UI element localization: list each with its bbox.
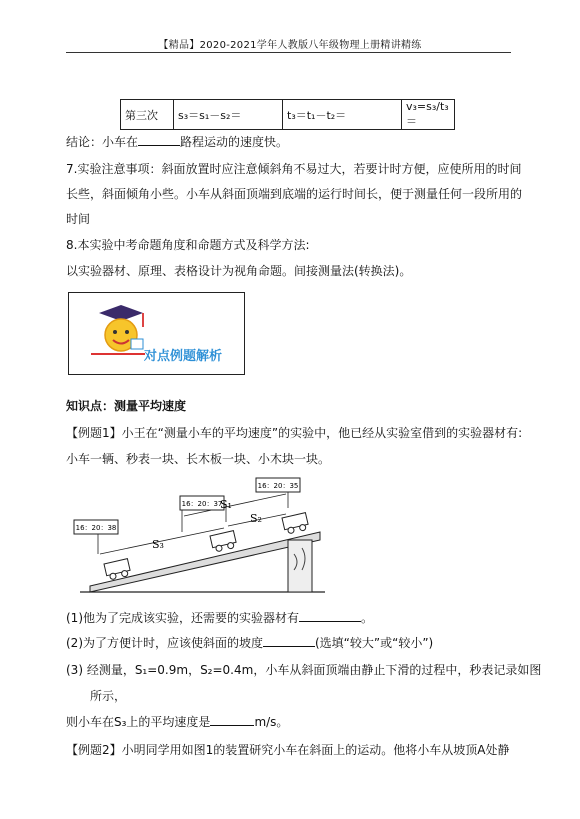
cart-top [282,513,309,535]
v3-cell: v₃=s₃/t₃＝ [402,100,455,130]
knowledge-point: 知识点：测量平均速度 [66,399,187,413]
conclusion-text-a: 结论：小车在 [66,135,139,149]
mascot-icon [91,299,151,359]
header-rule [66,52,511,53]
section-banner [68,292,245,375]
measurement-table [120,99,455,130]
question3-unit: m/s。 [254,715,289,729]
question3-line3 [66,713,512,731]
question3-line1: (3) 经测量，S₁=0.9m，S₂=0.4m，小车从斜面顶端由静止下滑的过程中，秒表记录如图 [66,663,542,677]
cart-middle [210,531,237,553]
question2-hint: (选填“较大”或“较小”) [315,636,434,650]
t3-cell: t₃＝t₁－t₂＝ [283,100,402,130]
label-s2: S₂ [250,512,262,525]
conclusion-blank [138,133,180,146]
question1-blank [299,609,361,622]
clock-middle: 16：20：37 [181,500,223,508]
question2 [66,634,512,652]
note7-line1: 7.实验注意事项：斜面放置时应注意倾斜角不易过大，若要计时方便，应使所用的时间 [66,162,522,176]
question1 [66,609,512,627]
banner-title: 对点例题解析 [144,349,223,364]
question2-text: (2)为了方便计时，应该使斜面的坡度 [66,636,263,650]
example2-line1: 【例题2】小明同学用如图1的装置研究小车在斜面上的运动。他将小车从坡顶A处静 [66,743,510,757]
conclusion-text-b: 路程运动的速度快。 [180,135,289,149]
question3-line2: 所示， [90,689,127,703]
label-s1: S₁ [220,498,232,511]
note7-line3: 时间 [66,212,91,226]
page-header: 【精品】2020-2021学年人教版八年级物理上册精讲精练 [158,40,422,51]
clock-left: 16：20：38 [75,524,117,532]
note7-line2: 长些，斜面倾角小些。小车从斜面顶端到底端的运行时间长，便于测量任何一段所用的 [66,187,523,201]
question1-end: 。 [361,611,374,625]
note8-heading: 8.本实验中考命题角度和命题方式及科学方法: [66,238,310,252]
label-s3: S₃ [152,538,164,551]
question2-blank [263,634,315,647]
example1-line2: 小车一辆、秒表一块、长木板一块、小木块一块。 [66,452,331,466]
row-label-cell: 第三次 [121,100,174,130]
table-row [121,100,455,130]
example1-line1: 【例题1】小王在“测量小车的平均速度”的实验中，他已经从实验室借到的实验器材有: [66,426,523,440]
incline-experiment-figure [70,474,330,594]
question3-text: 则小车在S₃上的平均速度是 [66,715,211,729]
support-block [288,540,312,592]
banner-rule [91,353,145,355]
question1-text: (1)他为了完成该实验，还需要的实验器材有 [66,611,299,625]
conclusion-line [66,133,512,151]
s3-cell: s₃＝s₁－s₂＝ [174,100,283,130]
clock-top: 16：20：35 [257,482,299,490]
note8-text: 以实验器材、原理、表格设计为视角命题。间接测量法(转换法)。 [66,264,412,278]
question3-blank [210,713,254,726]
